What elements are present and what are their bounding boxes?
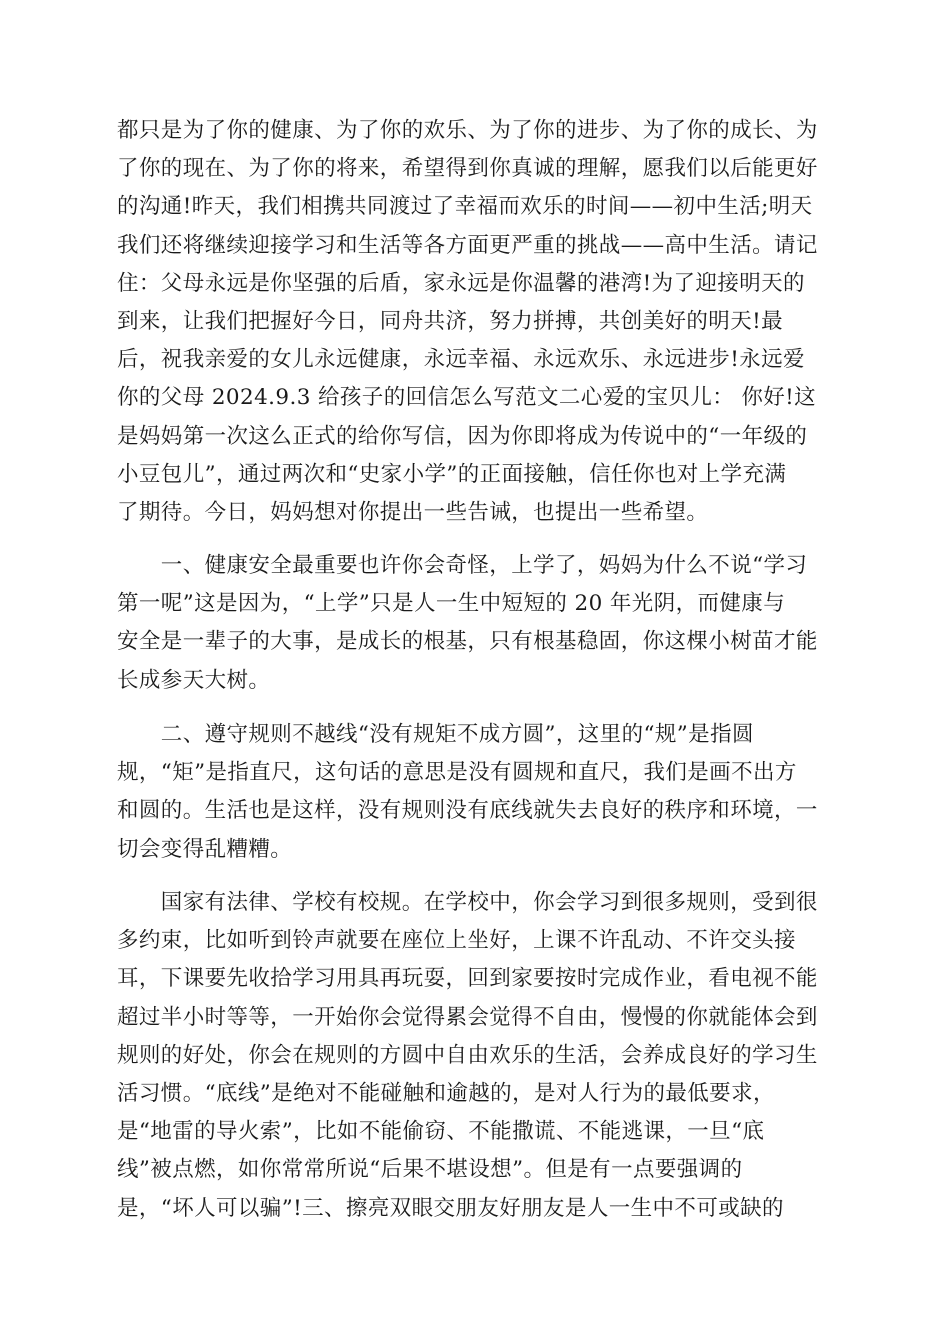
text-line: 安全是一辈子的大事，是成长的根基，只有根基稳固，你这棵小树苗才能	[117, 629, 818, 655]
text-line: 的沟通!昨天，我们相携共同渡过了幸福而欢乐的时间——初中生活;明天	[117, 194, 813, 220]
text-line: 是“地雷的导火索”，比如不能偷窃、不能撒谎、不能逃课，一旦“底	[117, 1119, 765, 1145]
text-line: 国家有法律、学校有校规。在学校中，你会学习到很多规则，受到很	[117, 890, 818, 915]
text-line: 长成参天大树。	[117, 667, 271, 693]
text-line: 规，“矩”是指直尺，这句话的意思是没有圆规和直尺，我们是画不出方	[117, 760, 797, 786]
text-line: 是，“坏人可以骗”!三、擦亮双眼交朋友好朋友是人一生中不可或缺的	[117, 1195, 784, 1221]
text-line: 和圆的。生活也是这样，没有规则没有底线就失去良好的秩序和环境，一	[117, 798, 818, 824]
text-line: 第一呢”这是因为，“上学”只是人一生中短短的 20 年光阴，而健康与	[117, 591, 786, 617]
text-line: 线”被点燃，如你常常所说“后果不堪设想”。但是有一点要强调的	[117, 1157, 743, 1183]
text-line: 了期待。今日，妈妈想对你提出一些告诫，也提出一些希望。	[117, 499, 709, 525]
text-line: 耳，下课要先收拾学习用具再玩耍，回到家要按时完成作业，看电视不能	[117, 966, 818, 992]
text-line: 小豆包儿”，通过两次和“史家小学”的正面接触，信任你也对上学充满	[117, 461, 787, 487]
text-line: 后，祝我亲爱的女儿永远健康，永远幸福、永远欢乐、永远进步!永远爱	[117, 347, 805, 373]
text-line: 了你的现在、为了你的将来，希望得到你真诚的理解，愿我们以后能更好	[117, 156, 818, 182]
text-line: 都只是为了你的健康、为了你的欢乐、为了你的进步、为了你的成长、为	[117, 118, 818, 143]
text-line: 二、遵守规则不越线“没有规矩不成方圆”，这里的“规”是指圆	[117, 722, 754, 747]
paragraph-follow-rules	[117, 716, 833, 869]
text-line: 住：父母永远是你坚强的后盾，家永远是你温馨的港湾!为了迎接明天的	[117, 270, 805, 296]
text-line: 是妈妈第一次这么正式的给你写信，因为你即将成为传说中的“一年级的	[117, 423, 808, 449]
paragraph-school-rules	[117, 884, 833, 1228]
paragraph-health-safety	[117, 547, 833, 700]
text-line: 活习惯。“底线”是绝对不能碰触和逾越的，是对人行为的最低要求，	[117, 1080, 775, 1106]
paragraph-letter-body	[117, 112, 833, 532]
text-line: 到来，让我们把握好今日，同舟共济，努力拼搏，共创美好的明天!最	[117, 308, 784, 334]
text-line: 多约束，比如听到铃声就要在座位上坐好，上课不许乱动、不许交头接	[117, 928, 796, 954]
text-line: 一、健康安全最重要也许你会奇怪，上学了，妈妈为什么不说“学习	[117, 553, 808, 578]
text-line: 规则的好处，你会在规则的方圆中自由欢乐的生活，会养成良好的学习生	[117, 1042, 818, 1068]
text-line: 你的父母 2024.9.3 给孩子的回信怎么写范文二心爱的宝贝儿： 你好!这	[117, 385, 817, 411]
text-line: 超过半小时等等，一开始你会觉得累会觉得不自由，慢慢的你就能体会到	[117, 1004, 818, 1030]
text-line: 切会变得乱糟糟。	[117, 836, 293, 862]
text-line: 我们还将继续迎接学习和生活等各方面更严重的挑战——高中生活。请记	[117, 232, 818, 258]
